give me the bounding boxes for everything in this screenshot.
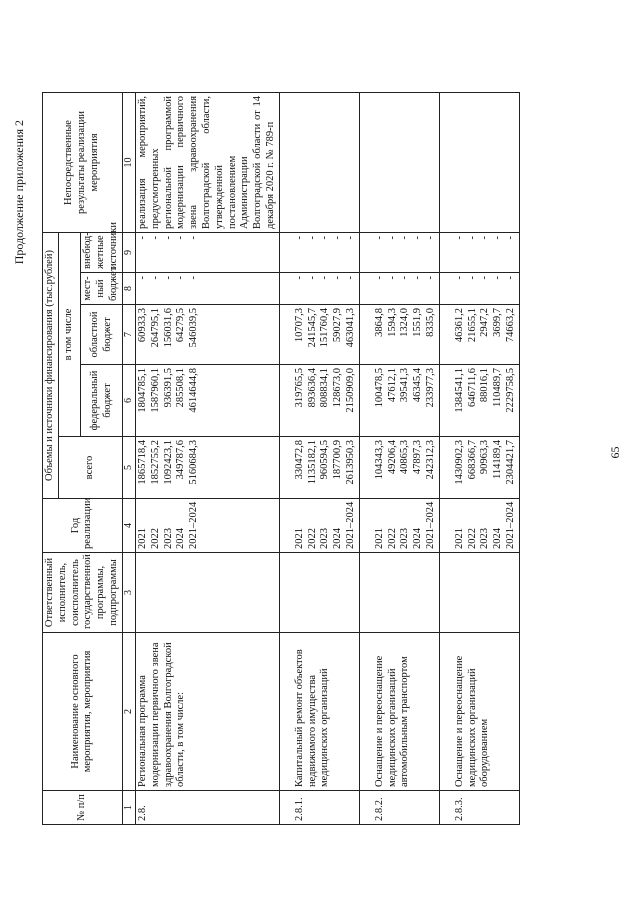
local-value: - bbox=[386, 276, 398, 280]
total-value-column bbox=[279, 437, 359, 499]
total-value: 1852755,2 bbox=[149, 440, 161, 485]
column-index: 4 bbox=[122, 499, 135, 553]
federal-value: 39541,3 bbox=[399, 368, 411, 403]
extra-value: - bbox=[136, 235, 148, 240]
result-description bbox=[359, 92, 439, 232]
year-value: 2022 bbox=[386, 528, 398, 549]
header-funding: Объемы и источники финансирования (тыс.рублей) bbox=[43, 232, 59, 498]
local-value: - bbox=[136, 276, 148, 280]
regional-value-column bbox=[359, 305, 439, 365]
extra-value: - bbox=[399, 235, 411, 240]
extra-value: - bbox=[386, 235, 398, 240]
total-value: 187700,9 bbox=[332, 440, 344, 480]
year-value: 2021–2024 bbox=[424, 501, 436, 549]
federal-value: 4614644,8 bbox=[188, 368, 200, 413]
total-value: 1430902,3 bbox=[453, 440, 465, 485]
regional-value: 241545,7 bbox=[306, 308, 318, 348]
total-value: 668366,7 bbox=[466, 440, 478, 480]
total-value: 349787,6 bbox=[175, 440, 187, 480]
row-number: 2.8.3. bbox=[439, 791, 519, 825]
executor-cell bbox=[279, 553, 359, 633]
local-value: - bbox=[424, 276, 436, 280]
year-value-column bbox=[279, 499, 359, 553]
regional-value: 546039,5 bbox=[188, 308, 200, 348]
extra-value: - bbox=[175, 235, 187, 240]
local-value: - bbox=[188, 276, 200, 280]
federal-value: 285508,1 bbox=[175, 368, 187, 408]
column-index: 2 bbox=[122, 633, 135, 791]
local-value-column bbox=[279, 273, 359, 305]
total-value: 1092423,1 bbox=[162, 440, 174, 485]
regional-value: 151760,4 bbox=[319, 308, 331, 348]
regional-value: 156031,6 bbox=[162, 308, 174, 348]
table-row bbox=[439, 92, 519, 824]
extra-value: - bbox=[504, 235, 516, 240]
federal-value-column bbox=[359, 365, 439, 437]
table-row bbox=[279, 92, 359, 824]
federal-value: 2229758,5 bbox=[504, 368, 516, 413]
result-description bbox=[279, 92, 359, 232]
local-value: - bbox=[492, 276, 504, 280]
regional-value: 46361,2 bbox=[453, 308, 465, 343]
activity-name: Региональная программа модернизации первичного звена здравоохранения Волгоградской области, в том числе: bbox=[135, 633, 279, 791]
total-value-column bbox=[135, 437, 279, 499]
local-value: - bbox=[162, 276, 174, 280]
year-value-column bbox=[135, 499, 279, 553]
local-value-column bbox=[135, 273, 279, 305]
extra-value: - bbox=[492, 235, 504, 240]
column-index: 10 bbox=[122, 92, 135, 232]
regional-value-column bbox=[439, 305, 519, 365]
federal-value: 2150909,0 bbox=[344, 368, 356, 413]
local-value: - bbox=[412, 276, 424, 280]
local-value: - bbox=[306, 276, 318, 280]
total-value: 49206,4 bbox=[386, 440, 398, 475]
local-value: - bbox=[453, 276, 465, 280]
extra-value: - bbox=[149, 235, 161, 240]
year-value: 2021 bbox=[293, 528, 305, 549]
header-including: в том числе bbox=[58, 232, 81, 436]
regional-value: 3699,7 bbox=[492, 308, 504, 337]
federal-value: 110489,7 bbox=[492, 368, 504, 407]
local-value-column bbox=[359, 273, 439, 305]
federal-value: 1804785,1 bbox=[136, 368, 148, 413]
year-value-column bbox=[439, 499, 519, 553]
total-value: 47897,3 bbox=[412, 440, 424, 475]
total-value: 90963,3 bbox=[479, 440, 491, 475]
regional-value: 10707,3 bbox=[293, 308, 305, 343]
extra-value-column bbox=[279, 232, 359, 272]
header-year: Год реализации bbox=[43, 499, 123, 553]
federal-value: 1587960,1 bbox=[149, 368, 161, 413]
local-value: - bbox=[293, 276, 305, 280]
regional-value: 74663,2 bbox=[504, 308, 516, 343]
federal-value: 936391,5 bbox=[162, 368, 174, 408]
total-value-column bbox=[359, 437, 439, 499]
regional-value: 8335,0 bbox=[424, 308, 436, 337]
federal-value-column bbox=[439, 365, 519, 437]
regional-value: 463041,3 bbox=[344, 308, 356, 348]
header-no: № п/п bbox=[43, 791, 123, 825]
regional-value: 1551,9 bbox=[412, 308, 424, 337]
year-value: 2023 bbox=[162, 528, 174, 549]
total-value: 242312,3 bbox=[424, 440, 436, 480]
year-value: 2021 bbox=[136, 528, 148, 549]
regional-value: 3864,8 bbox=[373, 308, 385, 337]
extra-value: - bbox=[412, 235, 424, 240]
extra-value: - bbox=[188, 235, 200, 240]
header-name: Наименование основного мероприятия, мероприятия bbox=[43, 633, 123, 791]
federal-value: 46345,4 bbox=[412, 368, 424, 403]
header-executor: Ответственный исполнитель, соисполнитель государственной программы, подпрограммы bbox=[43, 553, 123, 633]
local-value: - bbox=[373, 276, 385, 280]
extra-value: - bbox=[466, 235, 478, 240]
year-value: 2024 bbox=[412, 528, 424, 549]
regional-value: 2947,2 bbox=[479, 308, 491, 337]
extra-value: - bbox=[479, 235, 491, 240]
regional-value: 59027,9 bbox=[332, 308, 344, 343]
total-value: 330472,8 bbox=[293, 440, 305, 480]
column-index: 3 bbox=[122, 553, 135, 633]
header-federal: федеральный бюджет bbox=[81, 365, 122, 437]
federal-value: 646711,6 bbox=[466, 368, 478, 407]
federal-value: 1384541,1 bbox=[453, 368, 465, 413]
extra-value: - bbox=[373, 235, 385, 240]
year-value: 2024 bbox=[492, 528, 504, 549]
local-value: - bbox=[332, 276, 344, 280]
local-value: - bbox=[149, 276, 161, 280]
executor-cell bbox=[359, 553, 439, 633]
result-description: реализация мероприятий, предусмотренных региональной программой модернизации первичного звена здравоохранения Волгоградской области, утвержденной постановлением Администрации Волгоградской области от 14 декабря 2020 г. № 789-п bbox=[135, 92, 279, 232]
column-index: 8 bbox=[122, 273, 135, 305]
extra-value: - bbox=[332, 235, 344, 240]
total-value: 2613950,3 bbox=[344, 440, 356, 485]
total-value: 1865718,4 bbox=[136, 440, 148, 485]
executor-cell bbox=[439, 553, 519, 633]
local-value: - bbox=[399, 276, 411, 280]
total-value: 2304421,7 bbox=[504, 440, 516, 485]
federal-value-column bbox=[135, 365, 279, 437]
executor-cell bbox=[135, 553, 279, 633]
continuation-title: Продолжение приложения 2 bbox=[12, 120, 26, 265]
regional-value: 64279,5 bbox=[175, 308, 187, 343]
regional-value: 21655,1 bbox=[466, 308, 478, 343]
table-row bbox=[359, 92, 439, 824]
federal-value: 233977,3 bbox=[424, 368, 436, 408]
regional-value: 1324,0 bbox=[399, 308, 411, 337]
year-value: 2023 bbox=[399, 528, 411, 549]
header-extra: внебюд-жетные источники bbox=[81, 232, 122, 272]
federal-value: 47612,1 bbox=[386, 368, 398, 403]
year-value: 2021–2024 bbox=[344, 501, 356, 549]
year-value: 2023 bbox=[479, 528, 491, 549]
year-value: 2021 bbox=[453, 528, 465, 549]
activity-name: Капитальный ремонт объектов недвижимого имущества медицинских организаций bbox=[279, 633, 359, 791]
year-value: 2021–2024 bbox=[504, 501, 516, 549]
local-value: - bbox=[319, 276, 331, 280]
column-index: 1 bbox=[122, 791, 135, 825]
year-value: 2022 bbox=[466, 528, 478, 549]
year-value: 2021 bbox=[373, 528, 385, 549]
extra-value-column bbox=[135, 232, 279, 272]
extra-value: - bbox=[453, 235, 465, 240]
federal-value: 319765,5 bbox=[293, 368, 305, 408]
year-value: 2022 bbox=[306, 528, 318, 549]
extra-value-column bbox=[359, 232, 439, 272]
extra-value: - bbox=[306, 235, 318, 240]
year-value: 2023 bbox=[319, 528, 331, 549]
header-total: всего bbox=[58, 437, 122, 499]
extra-value: - bbox=[293, 235, 305, 240]
page-number: 65 bbox=[608, 446, 622, 459]
column-index: 5 bbox=[122, 437, 135, 499]
extra-value-column bbox=[439, 232, 519, 272]
row-number: 2.8.2. bbox=[359, 791, 439, 825]
total-value: 40865,3 bbox=[399, 440, 411, 475]
federal-value: 808834,1 bbox=[319, 368, 331, 408]
result-description bbox=[439, 92, 519, 232]
total-value: 5160684,3 bbox=[188, 440, 200, 485]
year-value: 2022 bbox=[149, 528, 161, 549]
row-number: 2.8.1. bbox=[279, 791, 359, 825]
year-value: 2024 bbox=[332, 528, 344, 549]
federal-value-column bbox=[279, 365, 359, 437]
federal-value: 893636,4 bbox=[306, 368, 318, 408]
federal-value: 128673,0 bbox=[332, 368, 344, 408]
header-local: мест-ный бюджет bbox=[81, 273, 122, 305]
local-value: - bbox=[344, 276, 356, 280]
total-value: 1135182,1 bbox=[306, 440, 318, 485]
regional-value-column bbox=[279, 305, 359, 365]
table-body bbox=[135, 92, 519, 824]
header-results: Непосредственные результаты реализации мероприятия bbox=[43, 92, 123, 232]
local-value: - bbox=[466, 276, 478, 280]
funding-table bbox=[42, 92, 520, 825]
header-regional: областной бюджет bbox=[81, 305, 122, 365]
total-value: 960594,5 bbox=[319, 440, 331, 480]
column-index: 9 bbox=[122, 232, 135, 272]
extra-value: - bbox=[319, 235, 331, 240]
table-row bbox=[135, 92, 279, 824]
activity-name: Оснащение и переоснащение медицинских организаций автомобильным транспортом bbox=[359, 633, 439, 791]
extra-value: - bbox=[424, 235, 436, 240]
local-value: - bbox=[175, 276, 187, 280]
year-value: 2024 bbox=[175, 528, 187, 549]
table-header bbox=[43, 92, 136, 824]
total-value-column bbox=[439, 437, 519, 499]
local-value: - bbox=[479, 276, 491, 280]
activity-name: Оснащение и переоснащение медицинских организаций оборудованием bbox=[439, 633, 519, 791]
year-value: 2021–2024 bbox=[188, 501, 200, 549]
local-value-column bbox=[439, 273, 519, 305]
row-number: 2.8. bbox=[135, 791, 279, 825]
extra-value: - bbox=[344, 235, 356, 240]
column-index: 6 bbox=[122, 365, 135, 437]
regional-value: 1594,3 bbox=[386, 308, 398, 337]
regional-value: 264795,1 bbox=[149, 308, 161, 348]
regional-value-column bbox=[135, 305, 279, 365]
local-value: - bbox=[504, 276, 516, 280]
federal-value: 88016,1 bbox=[479, 368, 491, 403]
column-index: 7 bbox=[122, 305, 135, 365]
regional-value: 60933,3 bbox=[136, 308, 148, 343]
total-value: 104343,3 bbox=[373, 440, 385, 480]
total-value: 114189,4 bbox=[492, 440, 504, 479]
federal-value: 100478,5 bbox=[373, 368, 385, 408]
year-value-column bbox=[359, 499, 439, 553]
extra-value: - bbox=[162, 235, 174, 240]
